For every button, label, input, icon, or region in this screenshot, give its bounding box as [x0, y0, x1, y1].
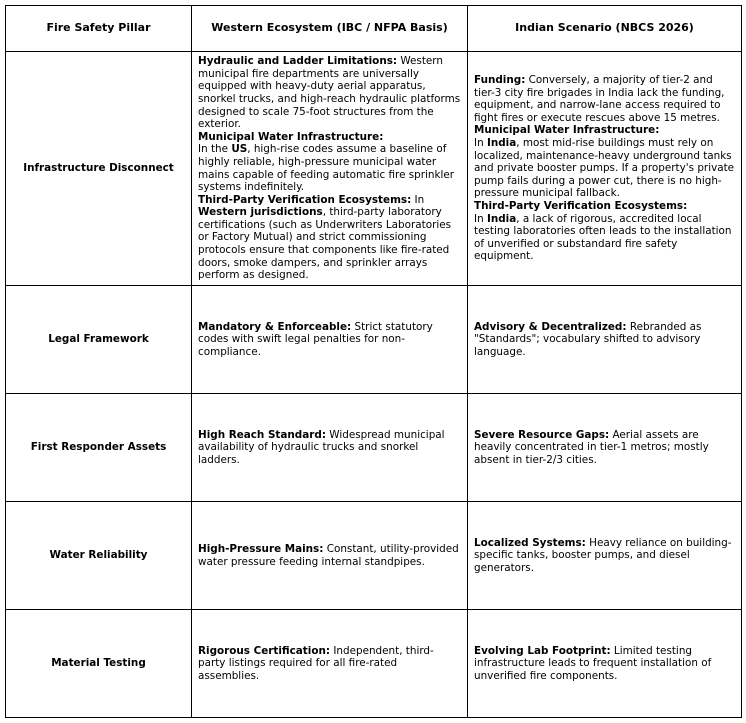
bold-text: Hydraulic and Ladder Limitations: [198, 55, 398, 68]
western-cell [192, 286, 468, 394]
table-row-legal-framework [6, 286, 742, 394]
bold-text: Western jurisdictions [198, 206, 323, 219]
pillar-cell: Water Reliability [6, 502, 192, 610]
pillar-cell: Legal Framework [6, 286, 192, 394]
cell-paragraph [474, 645, 735, 683]
cell-paragraph [474, 321, 735, 359]
cell-paragraph [474, 137, 735, 200]
comparison-table [5, 5, 742, 718]
bold-text: Municipal Water Infrastructure: [198, 130, 384, 143]
bold-text: Localized Systems: [474, 536, 586, 549]
body-text: In [474, 137, 487, 150]
cell-paragraph [198, 55, 461, 131]
cell-paragraph [474, 537, 735, 575]
bold-text: Mandatory & Enforceable: [198, 320, 352, 333]
body-text: Heavy reliance on building-specific tanks, booster pumps, and diesel generators. [474, 536, 732, 574]
indian-cell [468, 610, 742, 718]
cell-paragraph [198, 143, 461, 193]
body-text: , most mid-rise buildings must rely on localized, maintenance-heavy underground tanks and private booster pumps. If a property's private pump fails during a power cut, there is no high-pressure municipal fallback. [474, 137, 735, 200]
cell-paragraph [474, 213, 735, 263]
header-western-ecosystem: Western Ecosystem (IBC / NFPA Basis) [192, 6, 468, 52]
bold-text: High Reach Standard: [198, 428, 326, 441]
body-text: , high-rise codes assume a baseline of highly reliable, high-pressure municipal water mains capable of feeding automatic fire sprinkler systems indefinitely. [198, 143, 455, 194]
body-text: Independent, third-party listings required for all fire-rated assemblies. [198, 644, 434, 682]
header-row [6, 6, 742, 52]
bold-text: Third-Party Verification Ecosystems: [198, 193, 412, 206]
body-text: Aerial assets are heavily concentrated in tier-1 metros; mostly absent in tier-2/3 cities. [474, 428, 709, 466]
bold-text: India [486, 137, 517, 150]
body-text: In [474, 212, 487, 225]
pillar-cell: Material Testing [6, 610, 192, 718]
body-text: Constant, utility-provided water pressure feeding internal standpipes. [198, 542, 459, 568]
table-row-material-testing [6, 610, 742, 718]
body-text: Widespread municipal availability of hydraulic trucks and snorkel ladders. [198, 428, 445, 466]
cell-paragraph [198, 194, 461, 282]
cell-paragraph [474, 200, 735, 213]
cell-paragraph [474, 74, 735, 124]
bold-text: Municipal Water Infrastructure: [474, 124, 660, 137]
pillar-cell: Infrastructure Disconnect [6, 52, 192, 286]
header-indian-scenario: Indian Scenario (NBCS 2026) [468, 6, 742, 52]
indian-cell [468, 52, 742, 286]
bold-text: Funding: [474, 74, 526, 87]
bold-text: Advisory & Decentralized: [474, 320, 627, 333]
table-row-first-responder-assets [6, 394, 742, 502]
bold-text: India [486, 212, 517, 225]
body-text: , a lack of rigorous, accredited local testing laboratories often leads to the installation of unverified or substandard fire safety equipment. [474, 212, 732, 263]
cell-paragraph [198, 321, 461, 359]
western-cell [192, 610, 468, 718]
bold-text: Rigorous Certification: [198, 644, 331, 657]
cell-paragraph [198, 543, 461, 568]
body-text: Rebranded as "Standards"; vocabulary shifted to advisory language. [474, 320, 702, 358]
bold-text: Severe Resource Gaps: [474, 428, 610, 441]
body-text: In [411, 193, 425, 206]
cell-paragraph [474, 124, 735, 137]
cell-paragraph [474, 429, 735, 467]
pillar-cell: First Responder Assets [6, 394, 192, 502]
bold-text: High-Pressure Mains: [198, 542, 324, 555]
header-fire-safety-pillar: Fire Safety Pillar [6, 6, 192, 52]
western-cell [192, 52, 468, 286]
body-text: Conversely, a majority of tier-2 and tier-3 city fire brigades in India lack the funding, equipment, and narrow-lane access required to fight fires or execute rescues above 15 metres. [474, 74, 725, 124]
body-text: Limited testing infrastructure leads to frequent installation of unverified fire components. [474, 644, 712, 682]
bold-text: Third-Party Verification Ecosystems: [474, 199, 688, 212]
table-row-water-reliability [6, 502, 742, 610]
table-row-infrastructure-disconnect [6, 52, 742, 286]
cell-paragraph [198, 131, 461, 144]
body-text: In the [198, 143, 232, 156]
indian-cell [468, 394, 742, 502]
western-cell [192, 502, 468, 610]
bold-text: Evolving Lab Footprint: [474, 644, 611, 657]
cell-paragraph [198, 429, 461, 467]
body-text: Western municipal fire departments are universally equipped with heavy-duty aerial apparatus, snorkel trucks, and high-reach hydraulic platforms designed to scale 75-foot structures from the exterior. [198, 55, 461, 131]
western-cell [192, 394, 468, 502]
body-text: Strict statutory codes with swift legal penalties for non-compliance. [198, 320, 433, 358]
cell-paragraph [198, 645, 461, 683]
bold-text: US [231, 143, 248, 156]
indian-cell [468, 502, 742, 610]
body-text: , third-party laboratory certifications (such as Underwriters Laboratories or Factory Mutual) and strict commissioning protocols ensure that components like fire-rated doors, smoke dampers, and sprinkler arrays perform as designed. [198, 206, 452, 282]
indian-cell [468, 286, 742, 394]
